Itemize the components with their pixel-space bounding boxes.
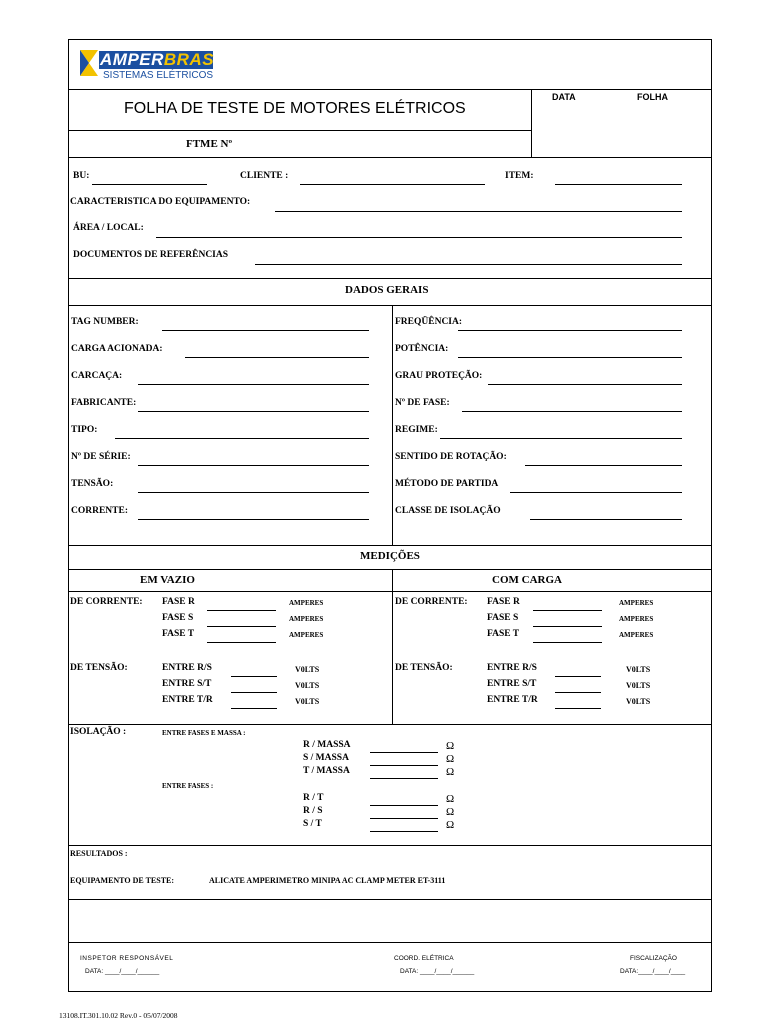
tensao-field[interactable] — [231, 692, 277, 693]
corrente-field[interactable] — [533, 642, 602, 643]
resultados-label: RESULTADOS : — [70, 849, 128, 858]
ohm-unit: Ω — [446, 753, 455, 765]
entre-fases-massa-label: ENTRE FASES E MASSA : — [162, 729, 246, 737]
entre-label: ENTRE T/R — [487, 695, 538, 705]
amperes-unit: AMPERES — [289, 599, 324, 607]
de-tensao-right: DE TENSÃO: — [395, 663, 453, 673]
dados-right-label: SENTIDO DE ROTAÇÃO: — [395, 452, 507, 462]
volts-unit: V0LTS — [626, 665, 651, 674]
dados-left-label: TENSÃO: — [71, 479, 114, 489]
corrente-field[interactable] — [207, 626, 276, 627]
fases-label: R / T — [303, 793, 324, 803]
tensao-field[interactable] — [555, 676, 601, 677]
fases-field[interactable] — [370, 818, 438, 819]
ftme-label: FTME Nº — [186, 138, 233, 150]
dados-left-field[interactable] — [138, 492, 369, 493]
dados-bottom-line — [68, 545, 712, 546]
fiscal-date[interactable]: DATA:____/____/____ — [620, 968, 686, 975]
dados-left-field[interactable] — [138, 465, 369, 466]
dados-left-label: Nº DE SÉRIE: — [71, 452, 131, 462]
fase-label: FASE T — [162, 629, 195, 639]
cliente-label: CLIENTE : — [240, 171, 289, 181]
header-divider — [531, 89, 532, 157]
coord-date[interactable]: DATA: ____/____/______ — [400, 968, 475, 975]
dados-right-label: POTÊNCIA: — [395, 344, 449, 354]
documentos-field[interactable] — [255, 264, 682, 265]
volts-unit: V0LTS — [295, 681, 320, 690]
dados-left-field[interactable] — [138, 411, 369, 412]
massa-field[interactable] — [370, 752, 438, 753]
item-field[interactable] — [555, 184, 682, 185]
data-label: DATA — [552, 92, 576, 102]
page-title: FOLHA DE TESTE DE MOTORES ELÉTRICOS — [124, 100, 466, 117]
fases-field[interactable] — [370, 805, 438, 806]
tensao-field[interactable] — [555, 708, 601, 709]
dados-left-field[interactable] — [138, 384, 369, 385]
com-carga-label: COM CARGA — [492, 574, 562, 586]
resultados-top-line — [68, 845, 712, 846]
bu-field[interactable] — [92, 184, 207, 185]
dados-right-field[interactable] — [462, 411, 682, 412]
inspetor-label: INSPETOR RESPONSÁVEL — [80, 955, 174, 962]
item-label: ITEM: — [505, 171, 534, 181]
caracteristica-label: CARACTERISTICA DO EQUIPAMENTO: — [70, 197, 251, 207]
entre-label: ENTRE T/R — [162, 695, 213, 705]
dados-right-field[interactable] — [440, 438, 682, 439]
frame-bottom — [68, 991, 712, 992]
medicoes-divider — [392, 569, 393, 724]
caracteristica-field[interactable] — [275, 211, 682, 212]
dados-right-field[interactable] — [458, 357, 682, 358]
inspetor-date[interactable]: DATA: ____/____/______ — [85, 968, 160, 975]
fase-label: FASE T — [487, 629, 520, 639]
logo-mark-icon — [80, 50, 98, 76]
dados-right-field[interactable] — [510, 492, 682, 493]
documentos-label: DOCUMENTOS DE REFERÊNCIAS — [73, 250, 229, 260]
frame-right — [711, 39, 712, 992]
entre-label: ENTRE S/T — [487, 679, 537, 689]
corrente-field[interactable] — [207, 642, 276, 643]
logo-brand-b: BRAS — [163, 50, 215, 69]
entre-label: ENTRE R/S — [487, 663, 537, 673]
dados-right-label: GRAU PROTEÇÃO: — [395, 371, 483, 381]
entre-label: ENTRE S/T — [162, 679, 212, 689]
amperes-unit: AMPERES — [619, 631, 654, 639]
volts-unit: V0LTS — [295, 697, 320, 706]
equipamento-value: ALICATE AMPERIMETRO MINIPA AC CLAMP METER ET-3111 — [209, 876, 446, 885]
equipamento-label: EQUIPAMENTO DE TESTE: — [70, 876, 175, 885]
volts-unit: V0LTS — [626, 681, 651, 690]
tensao-field[interactable] — [231, 708, 277, 709]
dados-gerais-title: DADOS GERAIS — [345, 284, 429, 296]
massa-field[interactable] — [370, 765, 438, 766]
volts-unit: V0LTS — [626, 697, 651, 706]
amperes-unit: AMPERES — [619, 615, 654, 623]
massa-field[interactable] — [370, 778, 438, 779]
tensao-field[interactable] — [231, 676, 277, 677]
em-vazio-label: EM VAZIO — [140, 574, 195, 586]
dados-left-field[interactable] — [138, 519, 369, 520]
folha-label: FOLHA — [637, 92, 668, 102]
corrente-field[interactable] — [207, 610, 276, 611]
area-label: ÁREA / LOCAL: — [73, 223, 144, 233]
fase-label: FASE R — [487, 597, 520, 607]
area-field[interactable] — [156, 237, 682, 238]
dados-left-label: CARCAÇA: — [71, 371, 123, 381]
ohm-unit: Ω — [446, 819, 455, 831]
fase-label: FASE S — [162, 613, 194, 623]
cliente-field[interactable] — [300, 184, 485, 185]
tensao-field[interactable] — [555, 692, 601, 693]
ohm-unit: Ω — [446, 806, 455, 818]
volts-unit: V0LTS — [295, 665, 320, 674]
dados-right-label: REGIME: — [395, 425, 438, 435]
medicoes-title-line — [68, 569, 712, 570]
dados-divider — [392, 305, 393, 545]
isolacao-top-line — [68, 724, 712, 725]
frame-top — [68, 39, 712, 40]
dados-right-label: MÉTODO DE PARTIDA — [395, 479, 499, 489]
entre-fases-label: ENTRE FASES : — [162, 782, 214, 790]
dados-left-field[interactable] — [185, 357, 369, 358]
medicoes-title: MEDIÇÕES — [360, 550, 420, 562]
dados-left-field[interactable] — [115, 438, 369, 439]
ohm-unit: Ω — [446, 793, 455, 805]
dados-left-field[interactable] — [162, 330, 369, 331]
resultados-bottom-line — [68, 899, 712, 900]
fases-label: R / S — [303, 806, 323, 816]
dados-right-label: Nº DE FASE: — [395, 398, 450, 408]
medicoes-sub-line — [68, 591, 712, 592]
logo-brand-a: AMPER — [100, 50, 164, 69]
amperes-unit: AMPERES — [289, 615, 324, 623]
ohm-unit: Ω — [446, 766, 455, 778]
entre-label: ENTRE R/S — [162, 663, 212, 673]
dados-left-label: FABRICANTE: — [71, 398, 137, 408]
dados-right-label: FREQÜÊNCIA: — [395, 317, 463, 327]
footer-top-line — [68, 942, 712, 943]
fases-label: S / T — [303, 819, 322, 829]
title-divider — [68, 130, 532, 131]
dados-title-line — [68, 305, 712, 306]
de-corrente-right: DE CORRENTE: — [395, 597, 468, 607]
massa-label: R / MASSA — [303, 740, 351, 750]
frame-left — [68, 39, 69, 992]
dados-right-label: CLASSE DE ISOLAÇÃO — [395, 506, 501, 516]
dados-right-field[interactable] — [530, 519, 682, 520]
fases-field[interactable] — [370, 831, 438, 832]
fase-label: FASE S — [487, 613, 519, 623]
dados-left-label: TIPO: — [71, 425, 98, 435]
corrente-field[interactable] — [533, 626, 602, 627]
bu-label: BU: — [73, 171, 90, 181]
isolacao-label: ISOLAÇÃO : — [70, 727, 127, 737]
fiscal-label: FISCALIZAÇÃO — [630, 955, 677, 962]
dados-right-field[interactable] — [458, 330, 682, 331]
dados-top-line — [68, 278, 712, 279]
logo-subtitle: SISTEMAS ELÉTRICOS — [103, 70, 214, 81]
dados-left-label: CORRENTE: — [71, 506, 129, 516]
dados-left-label: CARGA ACIONADA: — [71, 344, 163, 354]
fase-label: FASE R — [162, 597, 195, 607]
coord-label: COORD. ELÉTRICA — [394, 955, 454, 962]
dados-right-field[interactable] — [525, 465, 682, 466]
corrente-field[interactable] — [533, 610, 602, 611]
dados-left-label: TAG NUMBER: — [71, 317, 139, 327]
dados-right-field[interactable] — [488, 384, 682, 385]
header-top-line — [68, 89, 712, 90]
amperes-unit: AMPERES — [619, 599, 654, 607]
amperes-unit: AMPERES — [289, 631, 324, 639]
de-tensao-left: DE TENSÃO: — [70, 663, 128, 673]
massa-label: S / MASSA — [303, 753, 349, 763]
document-code: 13108.IT.301.10.02 Rev.0 - 05/07/2008 — [59, 1011, 178, 1020]
massa-label: T / MASSA — [303, 766, 350, 776]
ohm-unit: Ω — [446, 740, 455, 752]
header-bottom-line — [68, 157, 712, 158]
de-corrente-left: DE CORRENTE: — [70, 597, 143, 607]
